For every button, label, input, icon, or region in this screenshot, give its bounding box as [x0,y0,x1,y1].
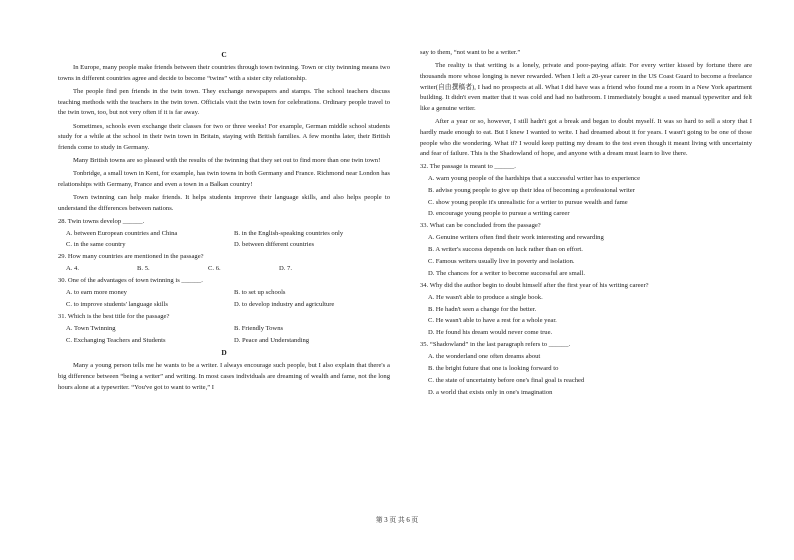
question-35-option-d: D. a world that exists only in one's imagination [428,388,553,396]
question-28-option-b: B. in the English-speaking countries only [234,229,344,237]
question-33-option-d: D. The chances for a writer to become successful are small. [428,269,585,277]
passage-d-paragraph-1: Many a young person tells me he wants to be a writer. I always encourage such people, but I also explain that there's a big difference between “being a writer” and writing. In most cases individuals are dreaming of wealth and fame, not the long hours alone at a typewriter. “You've got to want to write,” I [58,362,390,391]
passage-d-paragraph-3: After a year or so, however, I still hadn't got a break and began to doubt myself. It was so hard to sell a story that I hardly made enough to eat. But I knew I wanted to write. I had dreamed about it for years. I wasn't going to be one of those people who die wondering. What if? I would keep putting my dream to the test even though it meant living with uncertainty and fear of failure. This is the Shadowland of hope, and anyone with a dream must learn to live there. [420,118,752,158]
question-29-option-a: A. 4. [66,265,80,273]
question-28-option-a: A. between European countries and China [66,229,178,237]
question-30-options-row-1 [66,289,390,298]
question-30-option-d: D. to develop industry and agriculture [234,300,335,308]
question-29-stem: 29. How many countries are mentioned in the passage? [58,253,204,261]
question-30-options-row-2 [66,301,390,310]
passage-d-paragraph-2: The reality is that writing is a lonely, private and poor-paying affair. For every writer kissed by fortune there are thousands more whose longing is never rewarded. When I left a 20-year career in the US Coast Guard to become a freelance writer(自由撰稿者), I had no prospects at all. What I did have was a friend who found me a room in a New York apartment building. It didn't even matter that it was cold and had no bathroom. I immediately bought a used manual typewriter and felt like a genuine writer. [420,62,752,112]
passage-c-paragraph-5: Tonbridge, a small town in Kent, for example, has twin towns in both Germany and France. Richmond near London has relationships with Germany, France and even a town in a Balkan country! [58,170,390,189]
question-31-option-c: C. Exchanging Teachers and Students [66,336,166,344]
question-31-option-d: D. Peace and Understanding [234,336,310,344]
question-28-option-c: C. in the same country [66,241,126,249]
question-34-option-b: B. He hadn't seen a change for the better. [428,305,537,313]
question-31-options-row-1 [66,325,390,334]
question-28-stem: 28. Twin towns develop ______. [58,217,145,225]
passage-c-paragraph-1: In Europe, many people make friends between their countries through town twinning. Town or city twinning means two towns in different countries agree and decide to become “twins” with a sister city relationship. [58,63,390,82]
question-32-option-d: D. encourage young people to pursue a writing career [428,210,570,218]
question-34-stem: 34. Why did the author begin to doubt himself after the first year of his writing career? [420,281,649,289]
page-number-footer: 第 3 页 共 6 页 [375,517,419,524]
question-32-option-b: B. advise young people to give up their idea of becoming a professional writer [428,186,635,194]
question-31-stem: 31. Which is the best title for the passage? [58,312,170,320]
question-34-option-d: D. He found his dream would never come true. [428,329,553,337]
question-34-option-a: A. He wasn't able to produce a single book. [428,293,543,301]
question-28-option-d: D. between different countries [234,241,315,249]
question-35-option-b: B. the bright future that one is looking forward to [428,365,559,373]
question-28-options-row-1 [66,230,390,239]
left-column [58,48,390,396]
question-29-option-d: D. 7. [279,265,293,273]
passage-c-paragraph-2: The people find pen friends in the twin town. They exchange newspapers and stamps. The school teachers discuss teaching methods with the teachers in the twin town. Officials visit the twin town for celebrations. Ordinary people travel to the twin town, too, but not very often if it is far away. [58,87,390,117]
question-35-option-c: C. the state of uncertainty before one's final goal is reached [428,376,585,384]
question-31-options-row-2 [66,337,390,346]
question-28-options-row-2 [66,241,390,250]
right-column [420,48,752,401]
question-32-option-c: C. show young people it's unrealistic for a writer to pursue wealth and fame [428,198,628,206]
passage-c-paragraph-3: Sometimes, schools even exchange their classes for two or three weeks! For example, German middle school students study for a while at the school in their twin town in Britain, staying with British families. A few months later, their British friends come to study in Germany. [58,122,390,151]
question-31-option-a: A. Town Twinning [66,324,116,332]
question-32-option-a: A. warn young people of the hardships that a successful writer has to experience [428,174,641,182]
question-35-option-a: A. the wonderland one often dreams about [428,353,541,361]
question-33-option-a: A. Genuine writers often find their work interesting and rewarding [428,234,604,242]
question-34-option-c: C. He wasn't able to have a rest for a whole year. [428,317,557,325]
question-30-option-a: A. to earn more money [66,289,127,297]
question-33-option-b: B. A writer's success depends on luck rather than on effort. [428,246,583,254]
question-31-option-b: B. Friendly Towns [234,324,284,332]
question-30-option-c: C. to improve students' language skills [66,300,168,308]
passage-c-paragraph-6: Town twinning can help make friends. It helps students improve their language skills, and also helps people to understand the differences between nations. [58,194,390,213]
question-32-stem: 32. The passage is meant to ______. [420,162,516,170]
question-29-options-row [66,265,390,274]
question-35-stem: 35. “Shadowland” in the last paragraph refers to ______. [420,341,571,349]
passage-c-title: C [221,50,227,59]
passage-d-continuation: say to them, “not want to be a writer.” [420,49,521,56]
question-30-option-b: B. to set up schools [234,289,286,297]
passage-c-paragraph-4: Many British towns are so pleased with the results of the twinning that they set out to find more than one twin town! [73,157,381,165]
question-29-option-b: B. 5. [137,265,150,273]
passage-d-title: D [221,348,227,358]
question-33-option-c: C. Famous writers usually live in poverty and isolation. [428,258,575,266]
question-30-stem: 30. One of the advantages of town twinning is ______. [58,277,203,285]
question-29-option-c: C. 6. [208,265,221,273]
question-33-stem: 33. What can be concluded from the passage? [420,222,541,230]
